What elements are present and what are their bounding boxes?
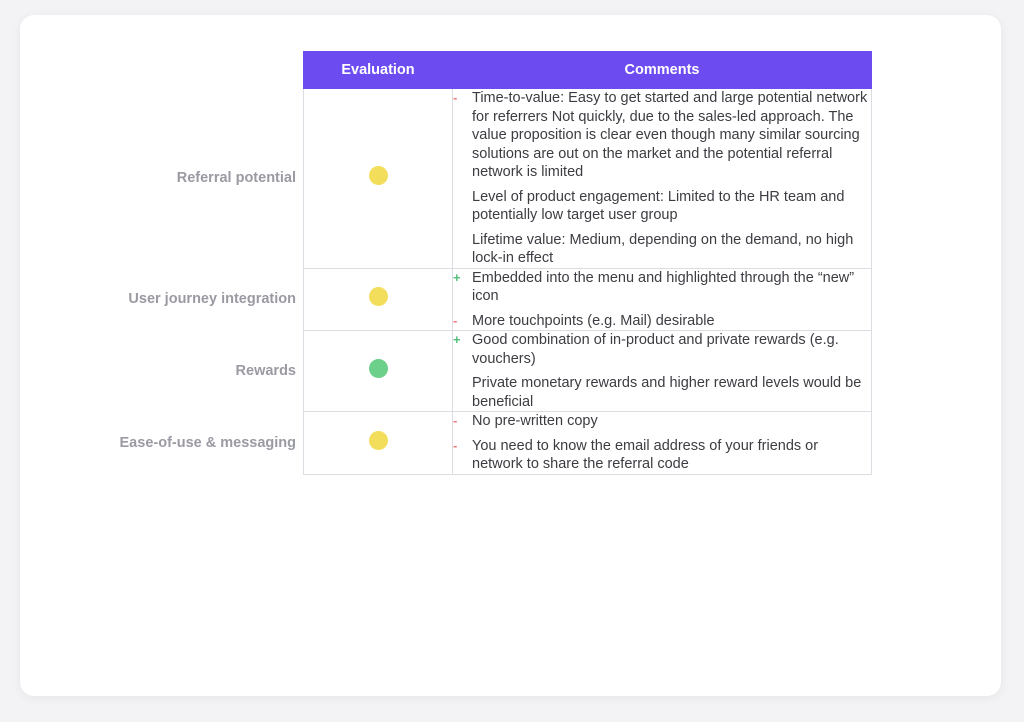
evaluation-table <box>303 51 872 475</box>
comments-list <box>453 269 871 331</box>
minus-marker-icon: - <box>453 413 458 428</box>
minus-marker-icon: - <box>453 90 458 105</box>
comment-item <box>453 188 871 225</box>
row-label: User journey integration <box>128 291 296 308</box>
comment-text: More touchpoints (e.g. Mail) desirable <box>472 312 715 329</box>
comment-text: You need to know the email address of your friends or network to share the referral code <box>472 437 819 472</box>
comment-text: Time-to-value: Easy to get started and large potential network for referrers Not quickly, due to the sales-led approach. The value proposition is clear even though many similar sourcing solutions are out on the market and the potential referral network is limited <box>472 90 868 180</box>
comments-cell <box>453 331 872 412</box>
comments-list <box>453 89 871 268</box>
table-row <box>304 331 872 412</box>
table-body <box>304 89 872 475</box>
comment-text: Embedded into the menu and highlighted through the “new” icon <box>472 269 855 304</box>
table-row <box>304 412 872 475</box>
table-header-row <box>304 52 872 89</box>
comment-item <box>453 374 871 411</box>
rating-yellow-dot-icon <box>369 166 388 185</box>
rating-green-dot-icon <box>369 359 388 378</box>
table-row <box>304 89 872 269</box>
header-comments: Comments <box>453 52 872 89</box>
comment-item <box>453 312 871 331</box>
table-row <box>304 268 872 331</box>
plus-marker-icon: + <box>453 269 461 285</box>
comment-text: Good combination of in-product and private rewards (e.g. vouchers) <box>472 332 839 367</box>
minus-marker-icon: - <box>453 437 458 453</box>
rating-yellow-dot-icon <box>369 287 388 306</box>
comments-cell <box>453 412 872 475</box>
comment-item <box>453 269 871 306</box>
plus-marker-icon: + <box>453 332 461 347</box>
rating-yellow-dot-icon <box>369 431 388 450</box>
comments-cell <box>453 268 872 331</box>
header-evaluation: Evaluation <box>304 52 453 89</box>
comment-text: No pre-written copy <box>472 413 598 429</box>
comment-item <box>453 331 871 368</box>
comment-item <box>453 437 871 474</box>
evaluation-cell <box>304 412 453 475</box>
evaluation-cell <box>304 89 453 269</box>
comments-list <box>453 412 871 474</box>
comment-item <box>453 412 871 431</box>
comment-text: Private monetary rewards and higher reward levels would be beneficial <box>472 375 862 410</box>
comments-cell <box>453 89 872 269</box>
comment-item <box>453 231 871 268</box>
minus-marker-icon: - <box>453 312 458 328</box>
row-label: Referral potential <box>176 170 296 187</box>
comments-list <box>453 331 871 411</box>
evaluation-cell <box>304 331 453 412</box>
row-label: Rewards <box>235 363 296 379</box>
row-label: Ease-of-use & messaging <box>119 434 296 451</box>
comment-text: Level of product engagement: Limited to the HR team and potentially low target user group <box>472 188 845 223</box>
evaluation-cell <box>304 268 453 331</box>
comment-item <box>453 89 871 182</box>
comment-text: Lifetime value: Medium, depending on the demand, no high lock-in effect <box>472 231 854 266</box>
evaluation-card <box>20 15 1001 696</box>
